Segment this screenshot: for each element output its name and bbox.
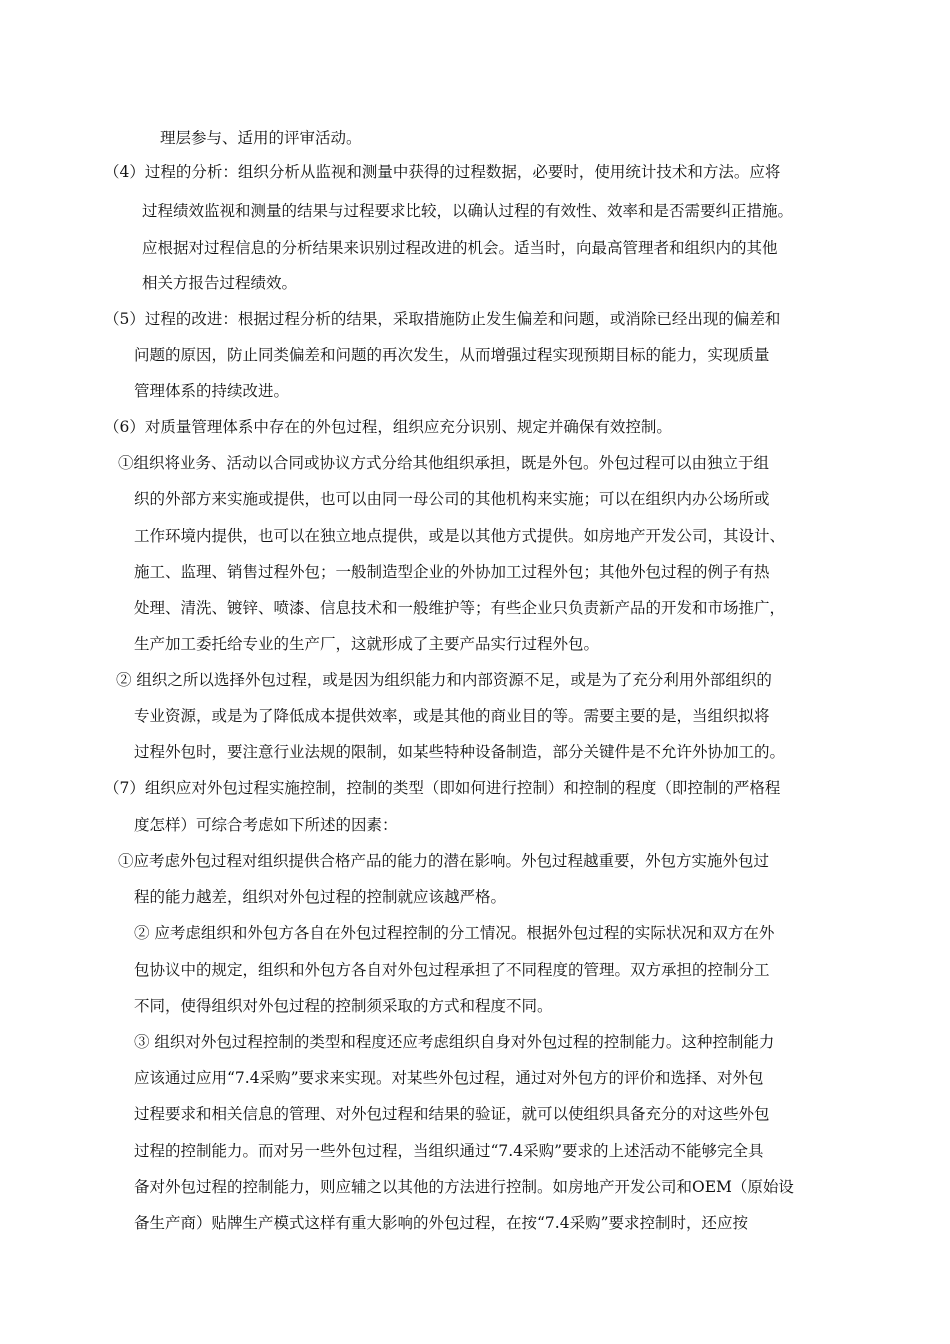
text-line: 专业资源，或是为了降低成本提供效率，或是其他的商业目的等。需要主要的是，当组织拟将 [134,707,770,725]
text-line: 备生产商）贴牌生产模式这样有重大影响的外包过程，在按“7.4采购”要求控制时，还应按 [134,1214,749,1232]
text-line: 过程的控制能力。而对另一些外包过程，当组织通过“7.4采购”要求的上述活动不能够完全具 [134,1142,764,1160]
text-line: ② 应考虑组织和外包方各自在外包过程控制的分工情况。根据外包过程的实际状况和双方在外 [134,924,775,942]
text-line: 包协议中的规定，组织和外包方各自对外包过程承担了不同程度的管理。双方承担的控制分工 [134,961,770,979]
text-line: 相关方报告过程绩效。 [142,274,298,292]
text-line: 处理、清洗、镀锌、喷漆、信息技术和一般维护等；有些企业只负责新产品的开发和市场推广， [134,599,786,617]
text-line: 工作环境内提供，也可以在独立地点提供，或是以其他方式提供。如房地产开发公司，其设计、 [134,527,786,545]
text-line: ② 组织之所以选择外包过程，或是因为组织能力和内部资源不足，或是为了充分利用外部组织的 [116,671,772,689]
text-line: 过程绩效监视和测量的结果与过程要求比较，以确认过程的有效性、效率和是否需要纠正措施。 [142,202,794,220]
text-line: （7）组织应对外包过程实施控制，控制的类型（即如何进行控制）和控制的程度（即控制的严格程 [104,779,781,797]
text-line: 理层参与、适用的评审活动。 [160,129,362,147]
text-line: （4）过程的分析：组织分析从监视和测量中获得的过程数据，必要时，使用统计技术和方法。应将 [104,163,781,181]
text-line: 程的能力越差，组织对外包过程的控制就应该越严格。 [134,888,507,906]
text-line: ③ 组织对外包过程控制的类型和程度还应考虑组织自身对外包过程的控制能力。这种控制能力 [134,1033,775,1051]
text-line: （6）对质量管理体系中存在的外包过程，组织应充分识别、规定并确保有效控制。 [104,418,672,436]
text-line: 过程要求和相关信息的管理、对外包过程和结果的验证，就可以使组织具备充分的对这些外包 [134,1105,770,1123]
text-line: 度怎样）可综合考虑如下所述的因素： [134,816,398,834]
text-line: 不同，使得组织对外包过程的控制须采取的方式和程度不同。 [134,997,553,1015]
text-line: 应根据对过程信息的分析结果来识别过程改进的机会。适当时，向最高管理者和组织内的其他 [142,239,778,257]
text-line: 生产加工委托给专业的生产厂，这就形成了主要产品实行过程外包。 [134,635,600,653]
text-line: 施工、监理、销售过程外包；一般制造型企业的外协加工过程外包；其他外包过程的例子有热 [134,563,770,581]
text-line: 管理体系的持续改进。 [134,382,290,400]
text-line: 应该通过应用“7.4采购”要求来实现。对某些外包过程，通过对外包方的评价和选择、对外包 [134,1069,764,1087]
text-line: 织的外部方来实施或提供，也可以由同一母公司的其他机构来实施；可以在组织内办公场所或 [134,490,770,508]
text-line: ①应考虑外包过程对组织提供合格产品的能力的潜在影响。外包过程越重要，外包方实施外包过 [118,852,770,870]
text-line: ①组织将业务、活动以合同或协议方式分给其他组织承担，既是外包。外包过程可以由独立于组 [118,454,770,472]
text-line: 过程外包时，要注意行业法规的限制，如某些特种设备制造，部分关键件是不允许外协加工的。 [134,743,786,761]
text-line: （5）过程的改进：根据过程分析的结果，采取措施防止发生偏差和问题，或消除已经出现的偏差和 [104,310,781,328]
text-line: 备对外包过程的控制能力，则应辅之以其他的方法进行控制。如房地产开发公司和OEM（原始设 [134,1178,794,1196]
text-line: 问题的原因，防止同类偏差和问题的再次发生，从而增强过程实现预期目标的能力，实现质量 [134,346,770,364]
